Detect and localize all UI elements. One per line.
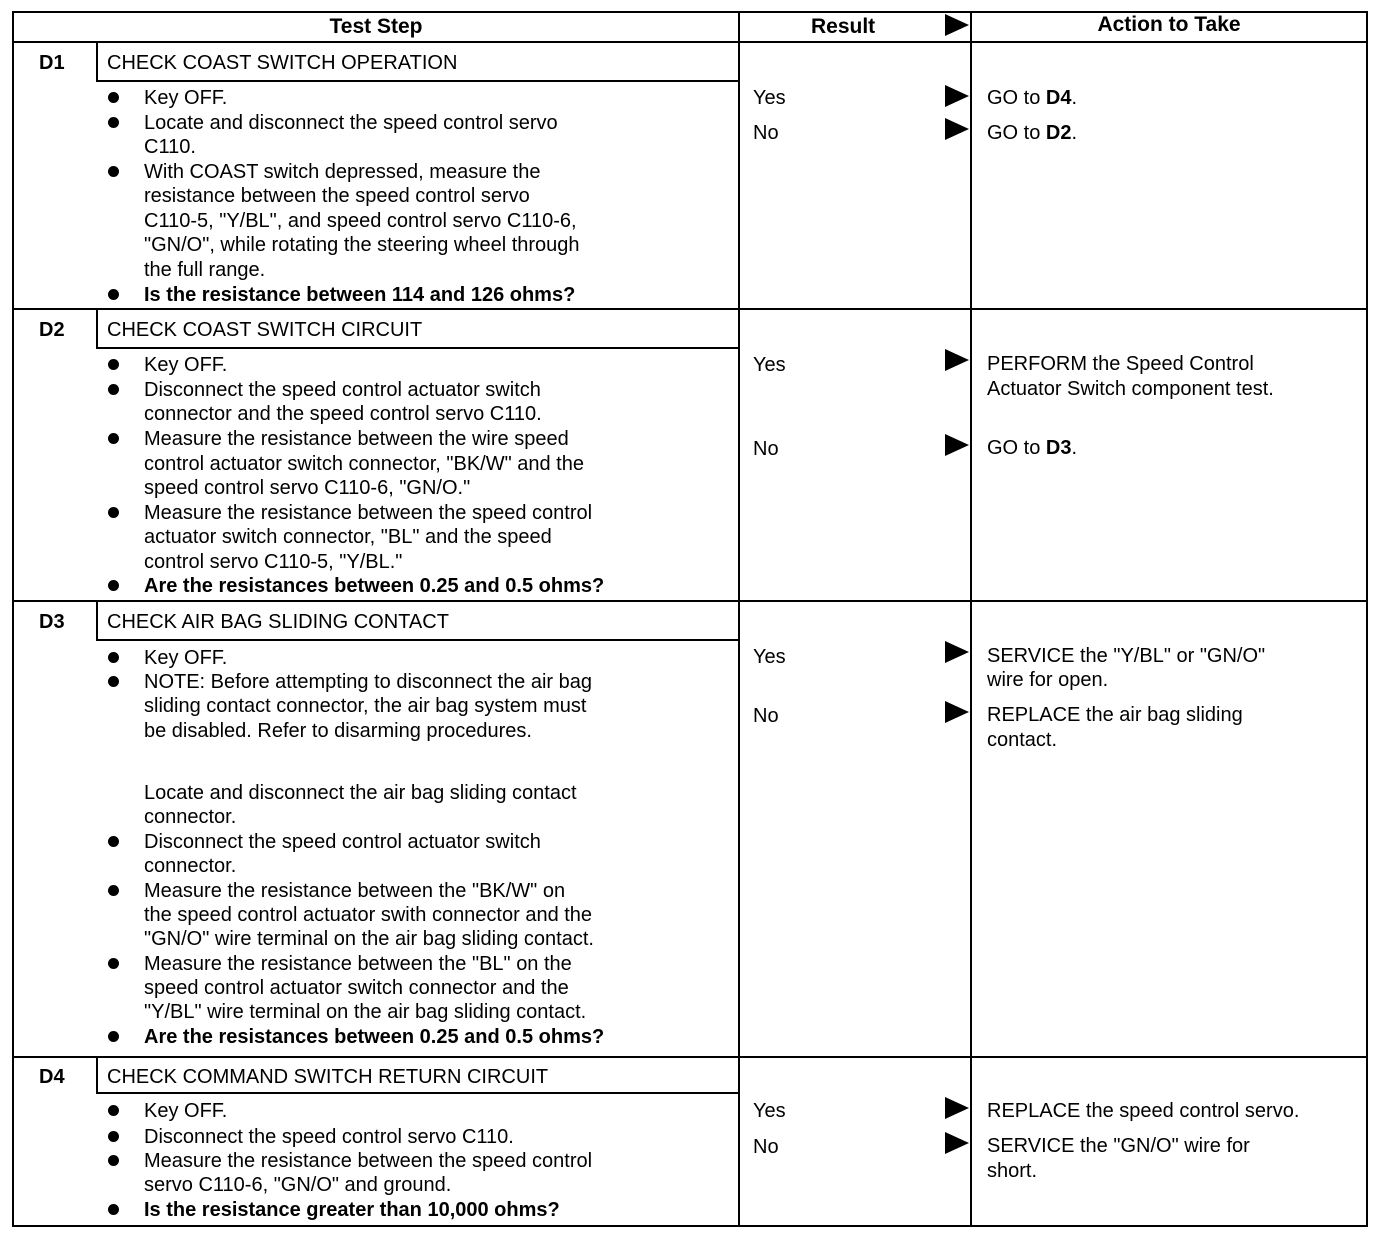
code-divider-d2 <box>96 310 98 347</box>
action-text: REPLACE the speed control servo. <box>987 1100 1300 1122</box>
arrow-icon <box>945 434 969 456</box>
bullet-icon <box>108 117 119 128</box>
action-text: short. <box>987 1160 1038 1182</box>
instruction-line: Measure the resistance between the speed control <box>144 1150 593 1172</box>
column-divider-result <box>738 11 740 1227</box>
title-underline-d4 <box>96 1092 739 1094</box>
bullet-icon <box>108 1155 119 1166</box>
instruction-line: Measure the resistance between the wire speed <box>144 428 569 450</box>
instruction-line: Key OFF. <box>144 647 228 669</box>
instruction-line: connector and the speed control servo C110. <box>144 403 542 425</box>
code-divider-d3 <box>96 602 98 639</box>
arrow-icon <box>945 1132 969 1154</box>
result-yes: Yes <box>753 354 786 376</box>
bullet-icon <box>108 676 119 687</box>
header-test-step: Test Step <box>329 15 423 38</box>
instruction-line: C110. <box>144 136 196 158</box>
action-text: GO to D4. <box>987 87 1078 109</box>
result-no: No <box>753 705 779 727</box>
instruction-line: Key OFF. <box>144 354 228 376</box>
instruction-line: the speed control actuator swith connector and the <box>144 904 593 926</box>
title-underline-d1 <box>96 80 739 82</box>
code-divider-d1 <box>96 43 98 80</box>
instruction-line: control actuator switch connector, "BK/W" and the <box>144 453 584 475</box>
result-yes: Yes <box>753 1100 786 1122</box>
instruction-line: connector. <box>144 806 237 828</box>
arrow-icon <box>945 85 969 107</box>
action-text: GO to D3. <box>987 437 1078 459</box>
question-line: Is the resistance between 114 and 126 ohms? <box>144 284 576 306</box>
column-divider-action <box>970 11 972 1227</box>
action-text: REPLACE the air bag sliding <box>987 704 1243 726</box>
action-text: SERVICE the "GN/O" wire for <box>987 1135 1250 1157</box>
result-no: No <box>753 438 779 460</box>
header-result: Result <box>811 15 876 38</box>
table-border-right <box>1366 11 1368 1227</box>
title-underline-d2 <box>96 347 739 349</box>
bullet-icon <box>108 1131 119 1142</box>
arrow-icon <box>945 118 969 140</box>
instruction-line: Key OFF. <box>144 87 228 109</box>
action-text: Actuator Switch component test. <box>987 378 1274 400</box>
title-underline-d3 <box>96 639 739 641</box>
action-text: contact. <box>987 729 1058 751</box>
bullet-icon <box>108 580 119 591</box>
step-divider-1 <box>12 308 1368 310</box>
step-code: D2 <box>39 319 65 341</box>
step-code: D4 <box>39 1066 65 1088</box>
instruction-line: actuator switch connector, "BL" and the speed <box>144 526 552 548</box>
table-border-left <box>12 11 14 1227</box>
header-action: Action to Take <box>1097 13 1241 36</box>
instruction-line: "Y/BL" wire terminal on the air bag sliding contact. <box>144 1001 587 1023</box>
bullet-icon <box>108 1031 119 1042</box>
bullet-icon <box>108 836 119 847</box>
header-arrow-icon <box>945 14 969 36</box>
instruction-line: NOTE: Before attempting to disconnect the air bag <box>144 671 593 693</box>
bullet-icon <box>108 92 119 103</box>
instruction-line: "GN/O", while rotating the steering wheel through <box>144 234 580 256</box>
bullet-icon <box>108 507 119 518</box>
question-line: Are the resistances between 0.25 and 0.5 ohms? <box>144 575 605 597</box>
bullet-icon <box>108 1105 119 1116</box>
instruction-line: be disabled. Refer to disarming procedures. <box>144 720 532 742</box>
header-divider <box>12 41 1368 43</box>
instruction-line: Locate and disconnect the speed control servo <box>144 112 558 134</box>
bullet-icon <box>108 359 119 370</box>
code-divider-d4 <box>96 1058 98 1093</box>
bullet-icon <box>108 433 119 444</box>
step-title: CHECK COAST SWITCH CIRCUIT <box>107 319 423 341</box>
instruction-line: Measure the resistance between the speed control <box>144 502 593 524</box>
bullet-icon <box>108 958 119 969</box>
instruction-line: Measure the resistance between the "BK/W" on <box>144 880 566 902</box>
arrow-icon <box>945 641 969 663</box>
action-text: wire for open. <box>987 669 1109 691</box>
instruction-line: Disconnect the speed control actuator switch <box>144 831 541 853</box>
step-title: CHECK COAST SWITCH OPERATION <box>107 52 458 74</box>
instruction-line: the full range. <box>144 259 266 281</box>
arrow-icon <box>945 349 969 371</box>
table-border-bottom <box>12 1225 1368 1227</box>
step-code: D3 <box>39 611 65 633</box>
instruction-line: speed control actuator switch connector and the <box>144 977 569 999</box>
result-no: No <box>753 122 779 144</box>
instruction-line: Measure the resistance between the "BL" on the <box>144 953 572 975</box>
instruction-line: connector. <box>144 855 237 877</box>
step-title: CHECK AIR BAG SLIDING CONTACT <box>107 611 449 633</box>
instruction-line: C110-5, "Y/BL", and speed control servo C110-6, <box>144 210 577 232</box>
step-divider-3 <box>12 1056 1368 1058</box>
result-no: No <box>753 1136 779 1158</box>
result-yes: Yes <box>753 87 786 109</box>
instruction-line: With COAST switch depressed, measure the <box>144 161 541 183</box>
step-code: D1 <box>39 52 65 74</box>
bullet-icon <box>108 1204 119 1215</box>
instruction-line: "GN/O" wire terminal on the air bag sliding contact. <box>144 928 594 950</box>
instruction-line: speed control servo C110-6, "GN/O." <box>144 477 471 499</box>
instruction-line: Key OFF. <box>144 1100 228 1122</box>
action-text: GO to D2. <box>987 122 1078 144</box>
question-line: Are the resistances between 0.25 and 0.5 ohms? <box>144 1026 605 1048</box>
step-divider-2 <box>12 600 1368 602</box>
bullet-icon <box>108 885 119 896</box>
instruction-line: Disconnect the speed control actuator switch <box>144 379 541 401</box>
bullet-icon <box>108 384 119 395</box>
instruction-line: Locate and disconnect the air bag sliding contact <box>144 782 577 804</box>
instruction-line: resistance between the speed control servo <box>144 185 530 207</box>
instruction-line: sliding contact connector, the air bag system must <box>144 695 587 717</box>
result-yes: Yes <box>753 646 786 668</box>
arrow-icon <box>945 701 969 723</box>
instruction-line: servo C110-6, "GN/O" and ground. <box>144 1174 452 1196</box>
question-line: Is the resistance greater than 10,000 ohms? <box>144 1199 560 1221</box>
instruction-line: Disconnect the speed control servo C110. <box>144 1126 514 1148</box>
instruction-line: control servo C110-5, "Y/BL." <box>144 551 403 573</box>
step-title: CHECK COMMAND SWITCH RETURN CIRCUIT <box>107 1066 549 1088</box>
bullet-icon <box>108 652 119 663</box>
action-text: SERVICE the "Y/BL" or "GN/O" <box>987 645 1266 667</box>
bullet-icon <box>108 166 119 177</box>
bullet-icon <box>108 289 119 300</box>
action-text: PERFORM the Speed Control <box>987 353 1254 375</box>
arrow-icon <box>945 1097 969 1119</box>
